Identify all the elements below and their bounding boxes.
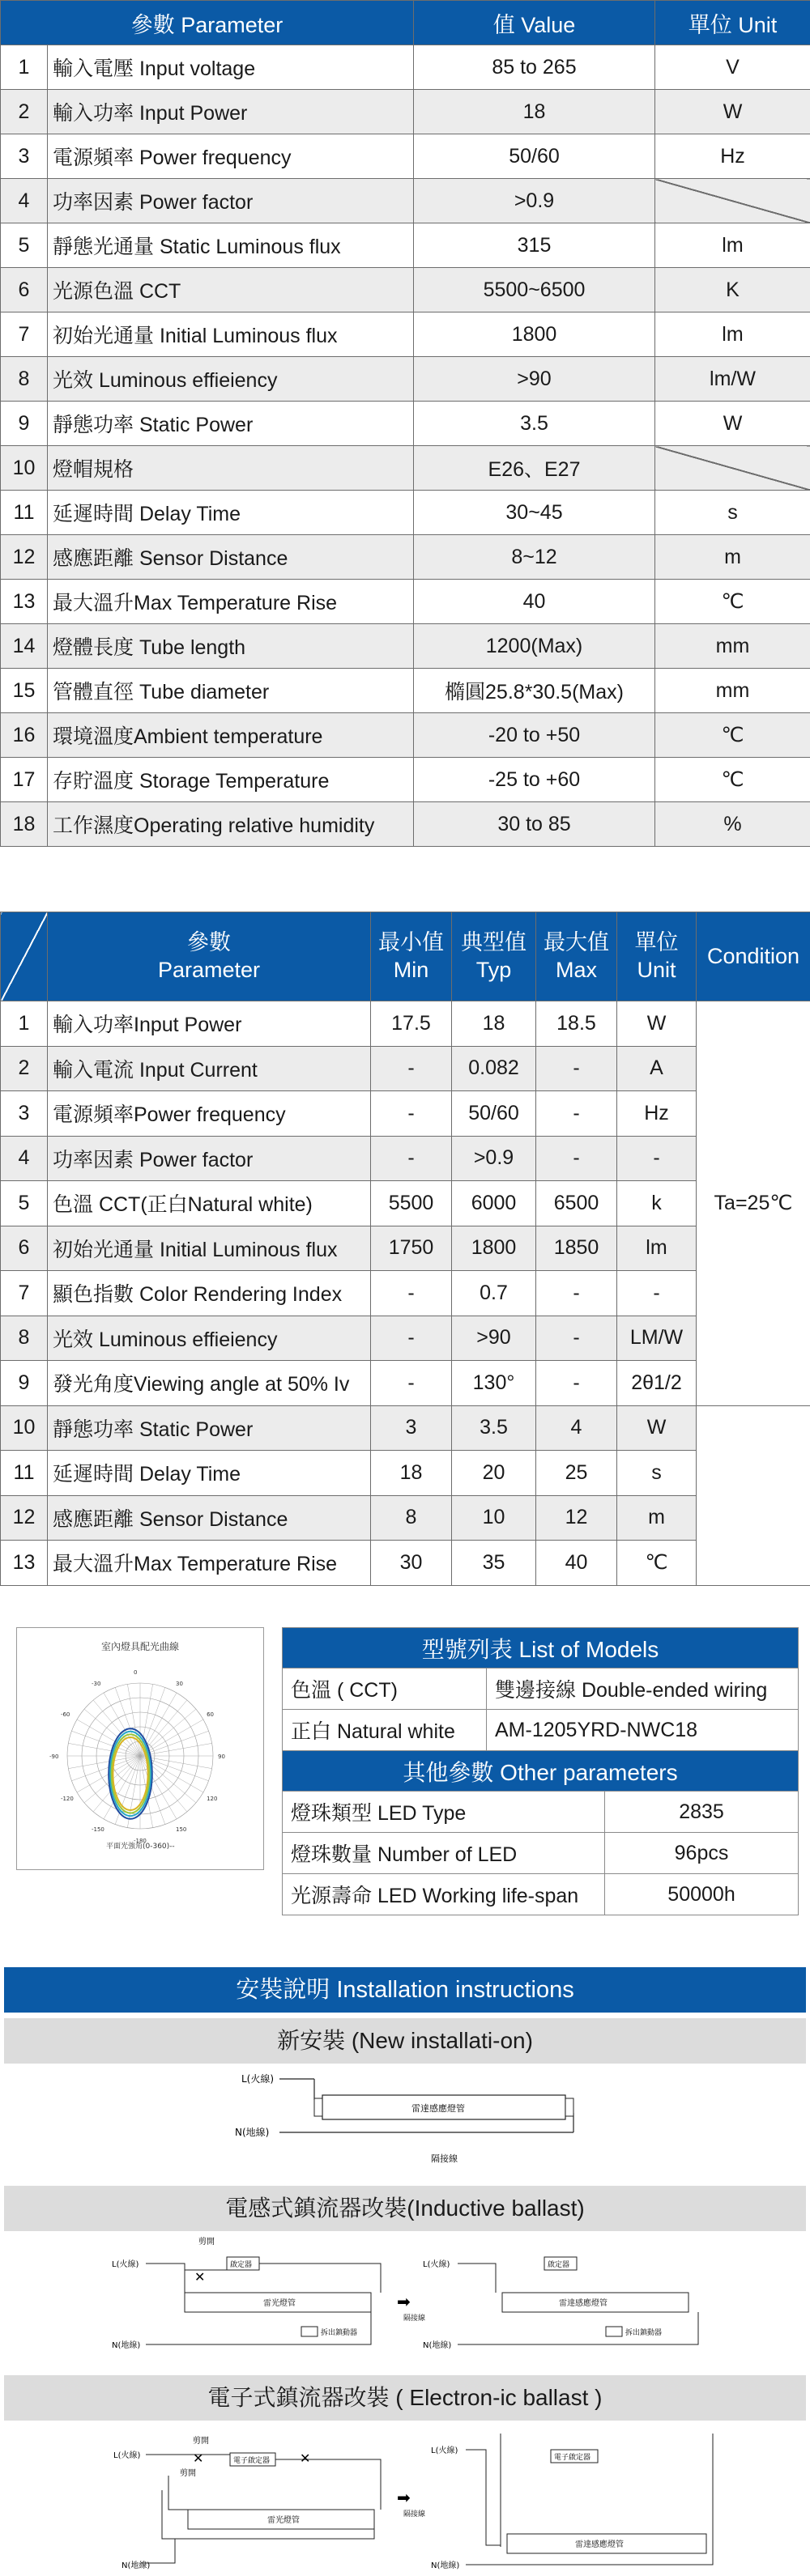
perf-header-max-en: Max bbox=[555, 957, 597, 982]
perf-row-min: 5500 bbox=[371, 1181, 452, 1226]
spec-row bbox=[1, 223, 810, 268]
spec-row-unit: ℃ bbox=[655, 758, 810, 802]
perf-row bbox=[1, 1361, 810, 1406]
spec-row-value: E26、E27 bbox=[414, 446, 655, 491]
spec-row-value: -25 to +60 bbox=[414, 758, 655, 802]
other-params-header: 其他參數 Other parameters bbox=[283, 1751, 799, 1792]
spec-row-param: 靜態功率 Static Power bbox=[48, 402, 414, 446]
perf-row-param: 發光角度Viewing angle at 50% Iv bbox=[48, 1361, 371, 1406]
spec-row-value: 30~45 bbox=[414, 491, 655, 535]
perf-row-min: - bbox=[371, 1091, 452, 1137]
perf-header-param-zh: 參數 bbox=[187, 929, 231, 954]
perf-header-param-en: Parameter bbox=[157, 957, 261, 982]
perf-row-max: 1850 bbox=[536, 1226, 617, 1271]
polar-angle-label: -60 bbox=[60, 1711, 70, 1718]
perf-header-min bbox=[371, 912, 452, 1001]
spec-row bbox=[1, 357, 810, 402]
spec-row bbox=[1, 268, 810, 312]
spec-row-value: -20 to +50 bbox=[414, 713, 655, 758]
perf-header-min-en: Min bbox=[393, 957, 429, 982]
live-label: L(火線) bbox=[241, 2073, 275, 2085]
perf-row-min: 8 bbox=[371, 1495, 452, 1541]
perf-row-number: 12 bbox=[1, 1495, 48, 1541]
perf-row-typ: 35 bbox=[452, 1541, 536, 1586]
perf-row bbox=[1, 1405, 810, 1451]
perf-row-unit: LM/W bbox=[617, 1316, 697, 1361]
inductive-live-label: L(火線) bbox=[112, 2260, 139, 2269]
perf-condition-value: Ta=25℃ bbox=[697, 1001, 810, 1406]
svg-text:✕: ✕ bbox=[194, 2269, 206, 2285]
spec-row bbox=[1, 802, 810, 847]
spec-row bbox=[1, 402, 810, 446]
perf-row-unit: - bbox=[617, 1136, 697, 1181]
spec-row-number: 2 bbox=[1, 90, 48, 134]
perf-row-min: - bbox=[371, 1136, 452, 1181]
polar-curve bbox=[109, 1728, 152, 1819]
perf-row-max: - bbox=[536, 1361, 617, 1406]
perf-row-max: 25 bbox=[536, 1451, 617, 1496]
electronic-live-label-2: L(火線) bbox=[431, 2446, 458, 2455]
perf-row-number: 13 bbox=[1, 1541, 48, 1586]
perf-row-min: 3 bbox=[371, 1405, 452, 1451]
perf-row-unit: ℃ bbox=[617, 1541, 697, 1586]
perf-row-max: - bbox=[536, 1046, 617, 1091]
spec-row bbox=[1, 446, 810, 491]
spec-row-value: 18 bbox=[414, 90, 655, 134]
perf-row-number: 6 bbox=[1, 1226, 48, 1271]
led-life-label: 光源壽命 LED Working life-span bbox=[283, 1874, 605, 1915]
spec-row-value: 50/60 bbox=[414, 134, 655, 179]
inductive-starter-label: 啟定器 bbox=[230, 2261, 253, 2269]
spec-row bbox=[1, 179, 810, 223]
spec-header-value: 值 Value bbox=[414, 1, 655, 45]
new-install-diagram bbox=[0, 2066, 810, 2187]
spec-row-number: 9 bbox=[1, 402, 48, 446]
spec-row-value: >0.9 bbox=[414, 179, 655, 223]
perf-row-param: 輸入功率Input Power bbox=[48, 1001, 371, 1047]
perf-header-min-zh: 最小值 bbox=[378, 929, 444, 954]
perf-row-max: 4 bbox=[536, 1405, 617, 1451]
perf-row-param: 感應距離 Sensor Distance bbox=[48, 1495, 371, 1541]
spec-row bbox=[1, 580, 810, 624]
spec-row-number: 15 bbox=[1, 669, 48, 713]
perf-header-typ bbox=[452, 912, 536, 1001]
perf-row-max: - bbox=[536, 1091, 617, 1137]
perf-row-number: 3 bbox=[1, 1091, 48, 1137]
perf-row-typ: 0.082 bbox=[452, 1046, 536, 1091]
spec-row bbox=[1, 45, 810, 90]
perf-row-min: - bbox=[371, 1271, 452, 1316]
spec-row-value: 3.5 bbox=[414, 402, 655, 446]
spec-row-param: 輸入電壓 Input voltage bbox=[48, 45, 414, 90]
perf-header-max bbox=[536, 912, 617, 1001]
perf-row-param: 延遲時間 Delay Time bbox=[48, 1451, 371, 1496]
spec-row-unit: K bbox=[655, 268, 810, 312]
inductive-tube-label-2: 雷達感應燈管 bbox=[559, 2299, 608, 2308]
spec-row-unit: ℃ bbox=[655, 713, 810, 758]
perf-row-unit: A bbox=[617, 1046, 697, 1091]
perf-row-typ: 50/60 bbox=[452, 1091, 536, 1137]
perf-row-typ: 10 bbox=[452, 1495, 536, 1541]
spec-row-number: 18 bbox=[1, 802, 48, 847]
perf-row-max: 6500 bbox=[536, 1181, 617, 1226]
spec-header-unit: 單位 Unit bbox=[655, 1, 810, 45]
polar-angle-label: -180 bbox=[134, 1838, 147, 1844]
perf-row bbox=[1, 1091, 810, 1137]
perf-condition-empty bbox=[697, 1405, 810, 1585]
perf-row-number: 2 bbox=[1, 1046, 48, 1091]
spec-row-param: 光源色溫 CCT bbox=[48, 268, 414, 312]
spec-row-value: 1200(Max) bbox=[414, 624, 655, 669]
tube-label: 雷達感應燈管 bbox=[411, 2103, 465, 2114]
perf-row-typ: 20 bbox=[452, 1451, 536, 1496]
perf-row bbox=[1, 1316, 810, 1361]
spec-row-number: 13 bbox=[1, 580, 48, 624]
perf-row-param: 靜態功率 Static Power bbox=[48, 1405, 371, 1451]
svg-text:✕: ✕ bbox=[300, 2451, 311, 2466]
perf-row-max: 18.5 bbox=[536, 1001, 617, 1047]
perf-row-max: 40 bbox=[536, 1541, 617, 1586]
perf-header-max-zh: 最大值 bbox=[544, 929, 609, 954]
polar-angle-label: -90 bbox=[49, 1753, 59, 1760]
spec-row-number: 16 bbox=[1, 713, 48, 758]
perf-row-param: 電源頻率Power frequency bbox=[48, 1091, 371, 1137]
spec-row-unit: % bbox=[655, 802, 810, 847]
perf-row-param: 顯色指數 Color Rendering Index bbox=[48, 1271, 371, 1316]
perf-row-number: 1 bbox=[1, 1001, 48, 1047]
spec-row-unit: mm bbox=[655, 624, 810, 669]
spec-row-unit: ℃ bbox=[655, 580, 810, 624]
polar-angle-label: 60 bbox=[207, 1711, 214, 1718]
spec-row-number: 11 bbox=[1, 491, 48, 535]
spec-row bbox=[1, 669, 810, 713]
spec-row-unit: W bbox=[655, 90, 810, 134]
spec-row-unit: lm bbox=[655, 223, 810, 268]
polar-angle-label: -30 bbox=[92, 1680, 101, 1687]
electronic-cut-label: 剪開 bbox=[193, 2437, 209, 2446]
inductive-title: 電感式鎮流器改裝(Inductive ballast) bbox=[4, 2186, 806, 2231]
spec-row-param: 功率因素 Power factor bbox=[48, 179, 414, 223]
perf-row-number: 7 bbox=[1, 1271, 48, 1316]
perf-row bbox=[1, 1001, 810, 1047]
models-header: 型號列表 List of Models bbox=[283, 1628, 799, 1668]
perf-row-typ: 3.5 bbox=[452, 1405, 536, 1451]
spec-row-param: 燈體長度 Tube length bbox=[48, 624, 414, 669]
polar-angle-label: -150 bbox=[92, 1826, 104, 1834]
perf-row-number: 10 bbox=[1, 1405, 48, 1451]
spec-row-param: 存貯溫度 Storage Temperature bbox=[48, 758, 414, 802]
spec-row-number: 8 bbox=[1, 357, 48, 402]
perf-row-unit: 2θ1/2 bbox=[617, 1361, 697, 1406]
perf-row-param: 色溫 CCT(正白Natural white) bbox=[48, 1181, 371, 1226]
spec-row-number: 6 bbox=[1, 268, 48, 312]
perf-row bbox=[1, 1271, 810, 1316]
inductive-neutral-label: N(地線) bbox=[112, 2341, 141, 2350]
spec-row-number: 12 bbox=[1, 535, 48, 580]
electronic-tube-label-2: 雷達感應燈管 bbox=[575, 2540, 624, 2549]
perf-row-unit: m bbox=[617, 1495, 697, 1541]
spec-row-param: 管體直徑 Tube diameter bbox=[48, 669, 414, 713]
perf-row-param: 功率因素 Power factor bbox=[48, 1136, 371, 1181]
spec-row-param: 初始光通量 Initial Luminous flux bbox=[48, 312, 414, 357]
spec-row-param: 延遲時間 Delay Time bbox=[48, 491, 414, 535]
spec-row-value: 1800 bbox=[414, 312, 655, 357]
inductive-arrow-label: 隔接線 bbox=[403, 2315, 426, 2323]
inductive-remove-label: 拆出鎮動器 bbox=[321, 2329, 358, 2337]
curve-footer: 平面光強角(0-360)-- bbox=[106, 1843, 175, 1851]
spec-row-param: 燈帽規格 bbox=[48, 446, 414, 491]
led-type-label: 燈珠類型 LED Type bbox=[283, 1792, 605, 1833]
perf-row-min: 18 bbox=[371, 1451, 452, 1496]
spec-row-value: 橢圓25.8*30.5(Max) bbox=[414, 669, 655, 713]
perf-row-min: - bbox=[371, 1046, 452, 1091]
spec-row-param: 工作濕度Operating relative humidity bbox=[48, 802, 414, 847]
svg-text:✕: ✕ bbox=[193, 2451, 204, 2466]
perf-row-unit: k bbox=[617, 1181, 697, 1226]
spec-row-unit: lm/W bbox=[655, 357, 810, 402]
perf-row-unit: - bbox=[617, 1271, 697, 1316]
perf-header-corner bbox=[1, 912, 48, 1001]
perf-row-param: 光效 Luminous effieiency bbox=[48, 1316, 371, 1361]
spec-table bbox=[0, 0, 810, 847]
spec-row-param: 光效 Luminous effieiency bbox=[48, 357, 414, 402]
spec-row-number: 10 bbox=[1, 446, 48, 491]
led-life-value: 50000h bbox=[605, 1874, 799, 1915]
models-table bbox=[282, 1627, 799, 1915]
spec-row-number: 14 bbox=[1, 624, 48, 669]
polar-chart bbox=[19, 1628, 262, 1863]
polar-angle-label: -120 bbox=[60, 1796, 74, 1802]
electronic-starter-label: 電子啟定器 bbox=[233, 2457, 271, 2465]
perf-row-min: 30 bbox=[371, 1541, 452, 1586]
inductive-live-label-2: L(火線) bbox=[423, 2260, 450, 2269]
spec-row-value: 5500~6500 bbox=[414, 268, 655, 312]
performance-table bbox=[0, 912, 810, 1586]
electronic-diagram bbox=[0, 2425, 810, 2576]
electronic-title: 電子式鎮流器改裝 ( Electron-ic ballast ) bbox=[4, 2375, 806, 2421]
spec-row-value: 8~12 bbox=[414, 535, 655, 580]
perf-row bbox=[1, 1181, 810, 1226]
polar-angle-label: 90 bbox=[218, 1753, 225, 1760]
svg-text:➡: ➡ bbox=[397, 2488, 411, 2507]
wiring-label: 雙邊接線 Double-ended wiring bbox=[487, 1668, 799, 1710]
spec-row-number: 4 bbox=[1, 179, 48, 223]
perf-row-param: 初始光通量 Initial Luminous flux bbox=[48, 1226, 371, 1271]
spec-row bbox=[1, 491, 810, 535]
polar-angle-label: 0 bbox=[134, 1669, 138, 1676]
perf-row-typ: 0.7 bbox=[452, 1271, 536, 1316]
perf-row-unit: lm bbox=[617, 1226, 697, 1271]
perf-row-typ: 18 bbox=[452, 1001, 536, 1047]
perf-row-max: - bbox=[536, 1136, 617, 1181]
perf-header-unit bbox=[617, 912, 697, 1001]
perf-row-typ: 6000 bbox=[452, 1181, 536, 1226]
polar-curve bbox=[113, 1737, 147, 1810]
led-count-value: 96pcs bbox=[605, 1833, 799, 1874]
perf-row-number: 5 bbox=[1, 1181, 48, 1226]
neutral-label: N(地線) bbox=[235, 2127, 270, 2138]
spec-row bbox=[1, 535, 810, 580]
perf-row-min: 17.5 bbox=[371, 1001, 452, 1047]
perf-row-unit: W bbox=[617, 1001, 697, 1047]
perf-row-typ: >0.9 bbox=[452, 1136, 536, 1181]
spec-row-unit: W bbox=[655, 402, 810, 446]
perf-row-min: - bbox=[371, 1361, 452, 1406]
perf-row bbox=[1, 1495, 810, 1541]
electronic-arrow-label: 隔接線 bbox=[403, 2510, 426, 2519]
spec-row-number: 5 bbox=[1, 223, 48, 268]
new-install-title: 新安裝 (New installati-on) bbox=[4, 2018, 806, 2064]
spec-row-number: 17 bbox=[1, 758, 48, 802]
polar-angle-label: 150 bbox=[176, 1826, 187, 1834]
perf-row-number: 9 bbox=[1, 1361, 48, 1406]
electronic-starter-label-2: 電子啟定器 bbox=[554, 2454, 591, 2462]
spec-row-value: 40 bbox=[414, 580, 655, 624]
perf-row bbox=[1, 1136, 810, 1181]
led-count-label: 燈珠數量 Number of LED bbox=[283, 1833, 605, 1874]
cct-label: 色溫 ( CCT) bbox=[283, 1668, 487, 1710]
perf-row-unit: Hz bbox=[617, 1091, 697, 1137]
perf-row bbox=[1, 1046, 810, 1091]
perf-row-min: - bbox=[371, 1316, 452, 1361]
inductive-tube-label: 雷光燈管 bbox=[263, 2299, 296, 2308]
polar-angle-label: 30 bbox=[176, 1680, 183, 1687]
perf-header-condition: Condition bbox=[697, 912, 810, 1001]
spec-row bbox=[1, 312, 810, 357]
perf-header-param bbox=[48, 912, 371, 1001]
curve-title: 室內燈具配光曲線 bbox=[100, 1641, 179, 1652]
inductive-neutral-label-2: N(地線) bbox=[423, 2341, 452, 2350]
spec-row bbox=[1, 90, 810, 134]
perf-row-unit: s bbox=[617, 1451, 697, 1496]
spec-row-param: 輸入功率 Input Power bbox=[48, 90, 414, 134]
perf-row-max: - bbox=[536, 1271, 617, 1316]
spec-row-unit bbox=[655, 446, 810, 491]
inductive-starter-label-2: 啟定器 bbox=[548, 2261, 570, 2269]
perf-row-typ: 1800 bbox=[452, 1226, 536, 1271]
spec-row-param: 感應距離 Sensor Distance bbox=[48, 535, 414, 580]
perf-row-max: - bbox=[536, 1316, 617, 1361]
electronic-cut-label-2: 剪開 bbox=[180, 2469, 196, 2478]
perf-row-typ: 130° bbox=[452, 1361, 536, 1406]
spec-row-value: 85 to 265 bbox=[414, 45, 655, 90]
inductive-diagram bbox=[0, 2234, 810, 2356]
spec-row-unit: V bbox=[655, 45, 810, 90]
spec-row-value: 315 bbox=[414, 223, 655, 268]
perf-row bbox=[1, 1226, 810, 1271]
inductive-remove-label-2: 拆出鎮動器 bbox=[625, 2329, 663, 2337]
perf-row-param: 輸入電流 Input Current bbox=[48, 1046, 371, 1091]
polar-angle-label: 120 bbox=[207, 1796, 218, 1802]
perf-header-typ-zh: 典型值 bbox=[461, 929, 526, 954]
color-label: 正白 Natural white bbox=[283, 1710, 487, 1751]
spec-row-unit: lm bbox=[655, 312, 810, 357]
perf-row-number: 11 bbox=[1, 1451, 48, 1496]
spec-row-unit bbox=[655, 179, 810, 223]
spec-row-number: 1 bbox=[1, 45, 48, 90]
perf-row-param: 最大溫升Max Temperature Rise bbox=[48, 1541, 371, 1586]
spec-row-value: >90 bbox=[414, 357, 655, 402]
spec-row-param: 靜態光通量 Static Luminous flux bbox=[48, 223, 414, 268]
spec-header-param: 參數 Parameter bbox=[1, 1, 414, 45]
spec-row-unit: m bbox=[655, 535, 810, 580]
spec-row-number: 3 bbox=[1, 134, 48, 179]
svg-text:➡: ➡ bbox=[397, 2292, 411, 2311]
perf-row-number: 4 bbox=[1, 1136, 48, 1181]
perf-header-typ-en: Typ bbox=[475, 957, 512, 982]
cut-line-label: 隔接線 bbox=[431, 2153, 458, 2164]
spec-row-param: 電源頻率 Power frequency bbox=[48, 134, 414, 179]
perf-row bbox=[1, 1541, 810, 1586]
electronic-live-label: L(火線) bbox=[113, 2451, 141, 2460]
perf-row-typ: >90 bbox=[452, 1316, 536, 1361]
inductive-cut-label: 剪開 bbox=[198, 2238, 215, 2247]
installation-title: 安裝說明 Installation instructions bbox=[4, 1967, 806, 2013]
model-number: AM-1205YRD-NWC18 bbox=[487, 1710, 799, 1751]
spec-row-unit: mm bbox=[655, 669, 810, 713]
spec-row-number: 7 bbox=[1, 312, 48, 357]
spec-row-unit: s bbox=[655, 491, 810, 535]
spec-row bbox=[1, 713, 810, 758]
perf-row-max: 12 bbox=[536, 1495, 617, 1541]
spec-row bbox=[1, 624, 810, 669]
perf-header-unit-zh: 單位 bbox=[634, 929, 679, 954]
perf-row-min: 1750 bbox=[371, 1226, 452, 1271]
electronic-neutral-label: N(地線) bbox=[122, 2561, 151, 2570]
spec-row-param: 環境溫度Ambient temperature bbox=[48, 713, 414, 758]
perf-row bbox=[1, 1451, 810, 1496]
spec-row-value: 30 to 85 bbox=[414, 802, 655, 847]
spec-row bbox=[1, 134, 810, 179]
led-type-value: 2835 bbox=[605, 1792, 799, 1833]
perf-row-number: 8 bbox=[1, 1316, 48, 1361]
electronic-tube-label: 雷光燈管 bbox=[267, 2516, 300, 2525]
perf-header-unit-en: Unit bbox=[637, 957, 676, 982]
light-distribution-curve bbox=[16, 1627, 264, 1870]
electronic-neutral-label-2: N(地線) bbox=[431, 2561, 460, 2570]
spec-row bbox=[1, 758, 810, 802]
spec-row-param: 最大溫升Max Temperature Rise bbox=[48, 580, 414, 624]
perf-row-unit: W bbox=[617, 1405, 697, 1451]
spec-row-unit: Hz bbox=[655, 134, 810, 179]
